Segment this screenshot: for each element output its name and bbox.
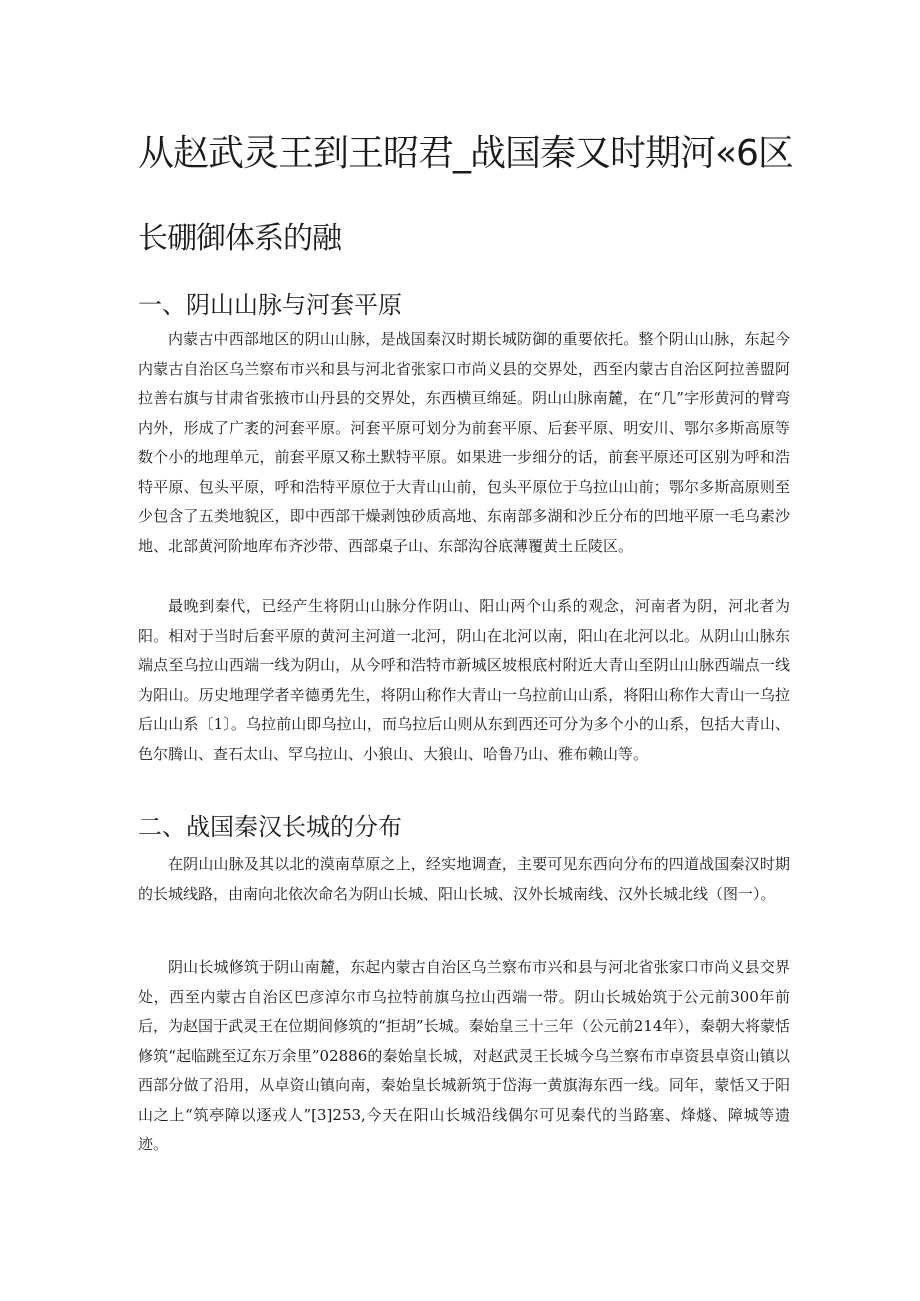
section-1-heading: 一、阴山山脉与河套平原: [138, 291, 402, 319]
section-1-paragraph-1: 内蒙古中西部地区的阴山山脉，是战国秦汉时期长城防御的重要依托。整个阴山山脉，东起今内蒙古自治区乌兰察布市兴和县与河北省张家口市尚义县的交界处，西至内蒙古自治区阿拉善盟阿拉善右旗与甘肃省张掖市山丹县的交界处，东西横亘绵延。阴山山脉南麓，在“几”字形黄河的臂弯内外，形成了广袤的河套平原。河套平原可划分为前套平原、后套平原、明安川、鄂尔多斯高原等数个小的地理单元，前套平原又称土默特平原。如果进一步细分的话，前套平原还可区别为呼和浩特平原、包头平原，呼和浩特平原位于大青山山前，包头平原位于乌拉山山前；鄂尔多斯高原则至少包含了五类地貌区，即中西部干燥剥蚀砂质高地、东南部多湖和沙丘分布的凹地平原一毛乌素沙地、北部黄河阶地库布齐沙带、西部桌子山、东部沟谷底薄覆黄土丘陵区。: [138, 330, 790, 555]
section-2-paragraph-1: 在阴山山脉及其以北的漠南草原之上，经实地调查，主要可见东西向分布的四道战国秦汉时期的长城线路，由南向北依次命名为阴山长城、阳山长城、汉外长城南线、汉外长城北线（图一）。: [138, 855, 790, 903]
section-1-paragraph-2: 最晚到秦代，已经产生将阴山山脉分作阴山、阳山两个山系的观念，河南者为阴，河北者为阳。相对于当时后套平原的黄河主河道一北河，阴山在北河以南，阳山在北河以北。从阴山山脉东端点至乌拉山西端一线为阴山，从今呼和浩特市新城区坡根底村附近大青山至阴山山脉西端点一线为阳山。历史地理学者辛德勇先生，将阴山称作大青山一乌拉前山山系，将阳山称作大青山一乌拉后山山系〔1〕。乌拉前山即乌拉山，而乌拉后山则从东到西还可分为多个小的山系，包括大青山、色尔腾山、查石太山、罕乌拉山、小狼山、大狼山、哈鲁乃山、雅布赖山等。: [138, 597, 790, 763]
title-line-1: 从赵武灵王到王昭君_战国秦又时期河«6区: [138, 133, 793, 174]
section-2-paragraph-2: 阴山长城修筑于阴山南麓，东起内蒙古自治区乌兰察布市兴和县与河北省张家口市尚义县交界处，西至内蒙古自治区巴彦淖尔市乌拉特前旗乌拉山西端一带。阴山长城始筑于公元前300年前后，为赵国于武灵王在位期间修筑的“拒胡”长城。秦始皇三十三年（公元前214年），秦朝大将蒙恬修筑“起临跳至辽东万余里”02886的秦始皇长城，对赵武灵王长城今乌兰察布市卓资县卓资山镇以西部分做了沿用，从卓资山镇向南，秦始皇长城新筑于岱海一黄旗海东西一线。同年，蒙恬又于阳山之上“筑亭障以逐戎人”[3]253,今天在阳山长城沿线偶尔可见秦代的当路塞、烽燧、障城等遗迹。: [138, 958, 790, 1153]
section-2-heading: 二、战国秦汉长城的分布: [138, 813, 402, 841]
title-line-2: 长硼御体系的融: [138, 221, 341, 256]
